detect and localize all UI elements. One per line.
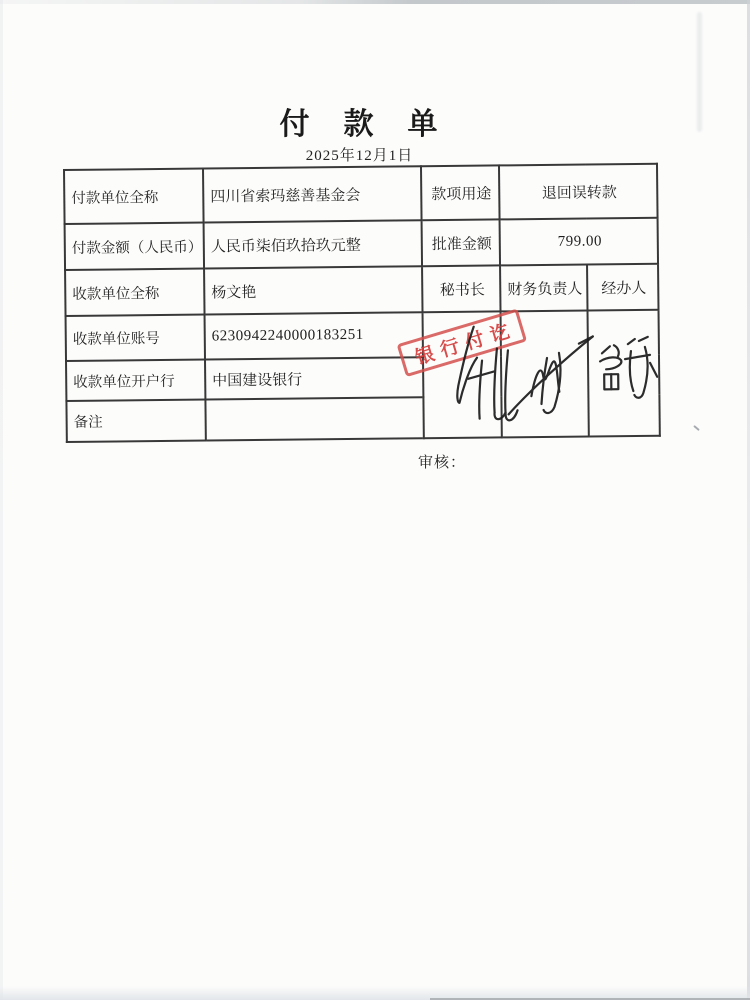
- payee-bank-value: 中国建设银行: [205, 357, 423, 399]
- document-date: 2025年12月1日: [305, 148, 414, 164]
- secretary-signature-cell: [423, 311, 502, 438]
- payee-name-value: 杨文艳: [204, 266, 422, 314]
- payer-name-label: 付款单位全称: [64, 169, 204, 224]
- secretary-general-header: 秘书长: [422, 265, 500, 312]
- payer-name-value: 四川省索玛慈善基金会: [203, 166, 422, 222]
- finance-manager-header: 财务负责人: [500, 265, 587, 312]
- finance-signature-cell: [501, 311, 589, 438]
- approved-amount-label: 批准金额: [422, 219, 500, 266]
- approved-amount-value: 799.00: [500, 218, 658, 266]
- scan-edge-top: [0, 0, 750, 4]
- payee-name-label: 收款单位全称: [65, 269, 204, 316]
- remark-label: 备注: [66, 400, 205, 442]
- payee-account-label: 收款单位账号: [66, 315, 205, 361]
- voucher-table-block: [63, 163, 659, 443]
- handler-header: 经办人: [587, 264, 658, 311]
- voucher-table: [63, 163, 661, 443]
- table-row: [65, 264, 658, 316]
- amount-in-words-value: 人民币柒佰玖拾玖元整: [204, 220, 422, 268]
- purpose-label: 款项用途: [421, 165, 500, 220]
- page-title: 付 款 单: [279, 108, 440, 141]
- audit-label: 审核：: [418, 455, 467, 471]
- payee-account-value: 6230942240000183251: [205, 312, 423, 359]
- amount-label: 付款金额（人民币）: [65, 223, 204, 270]
- payee-bank-label: 收款单位开户行: [66, 360, 205, 401]
- scan-speck: [693, 425, 700, 431]
- table-row: [65, 218, 658, 270]
- remark-value: [205, 397, 423, 440]
- purpose-value: 退回误转款: [499, 164, 658, 220]
- handler-signature-cell: [588, 310, 660, 437]
- bank-paid-stamp: 银行付讫: [397, 309, 527, 378]
- table-row: [64, 164, 658, 224]
- table-row: [66, 310, 659, 361]
